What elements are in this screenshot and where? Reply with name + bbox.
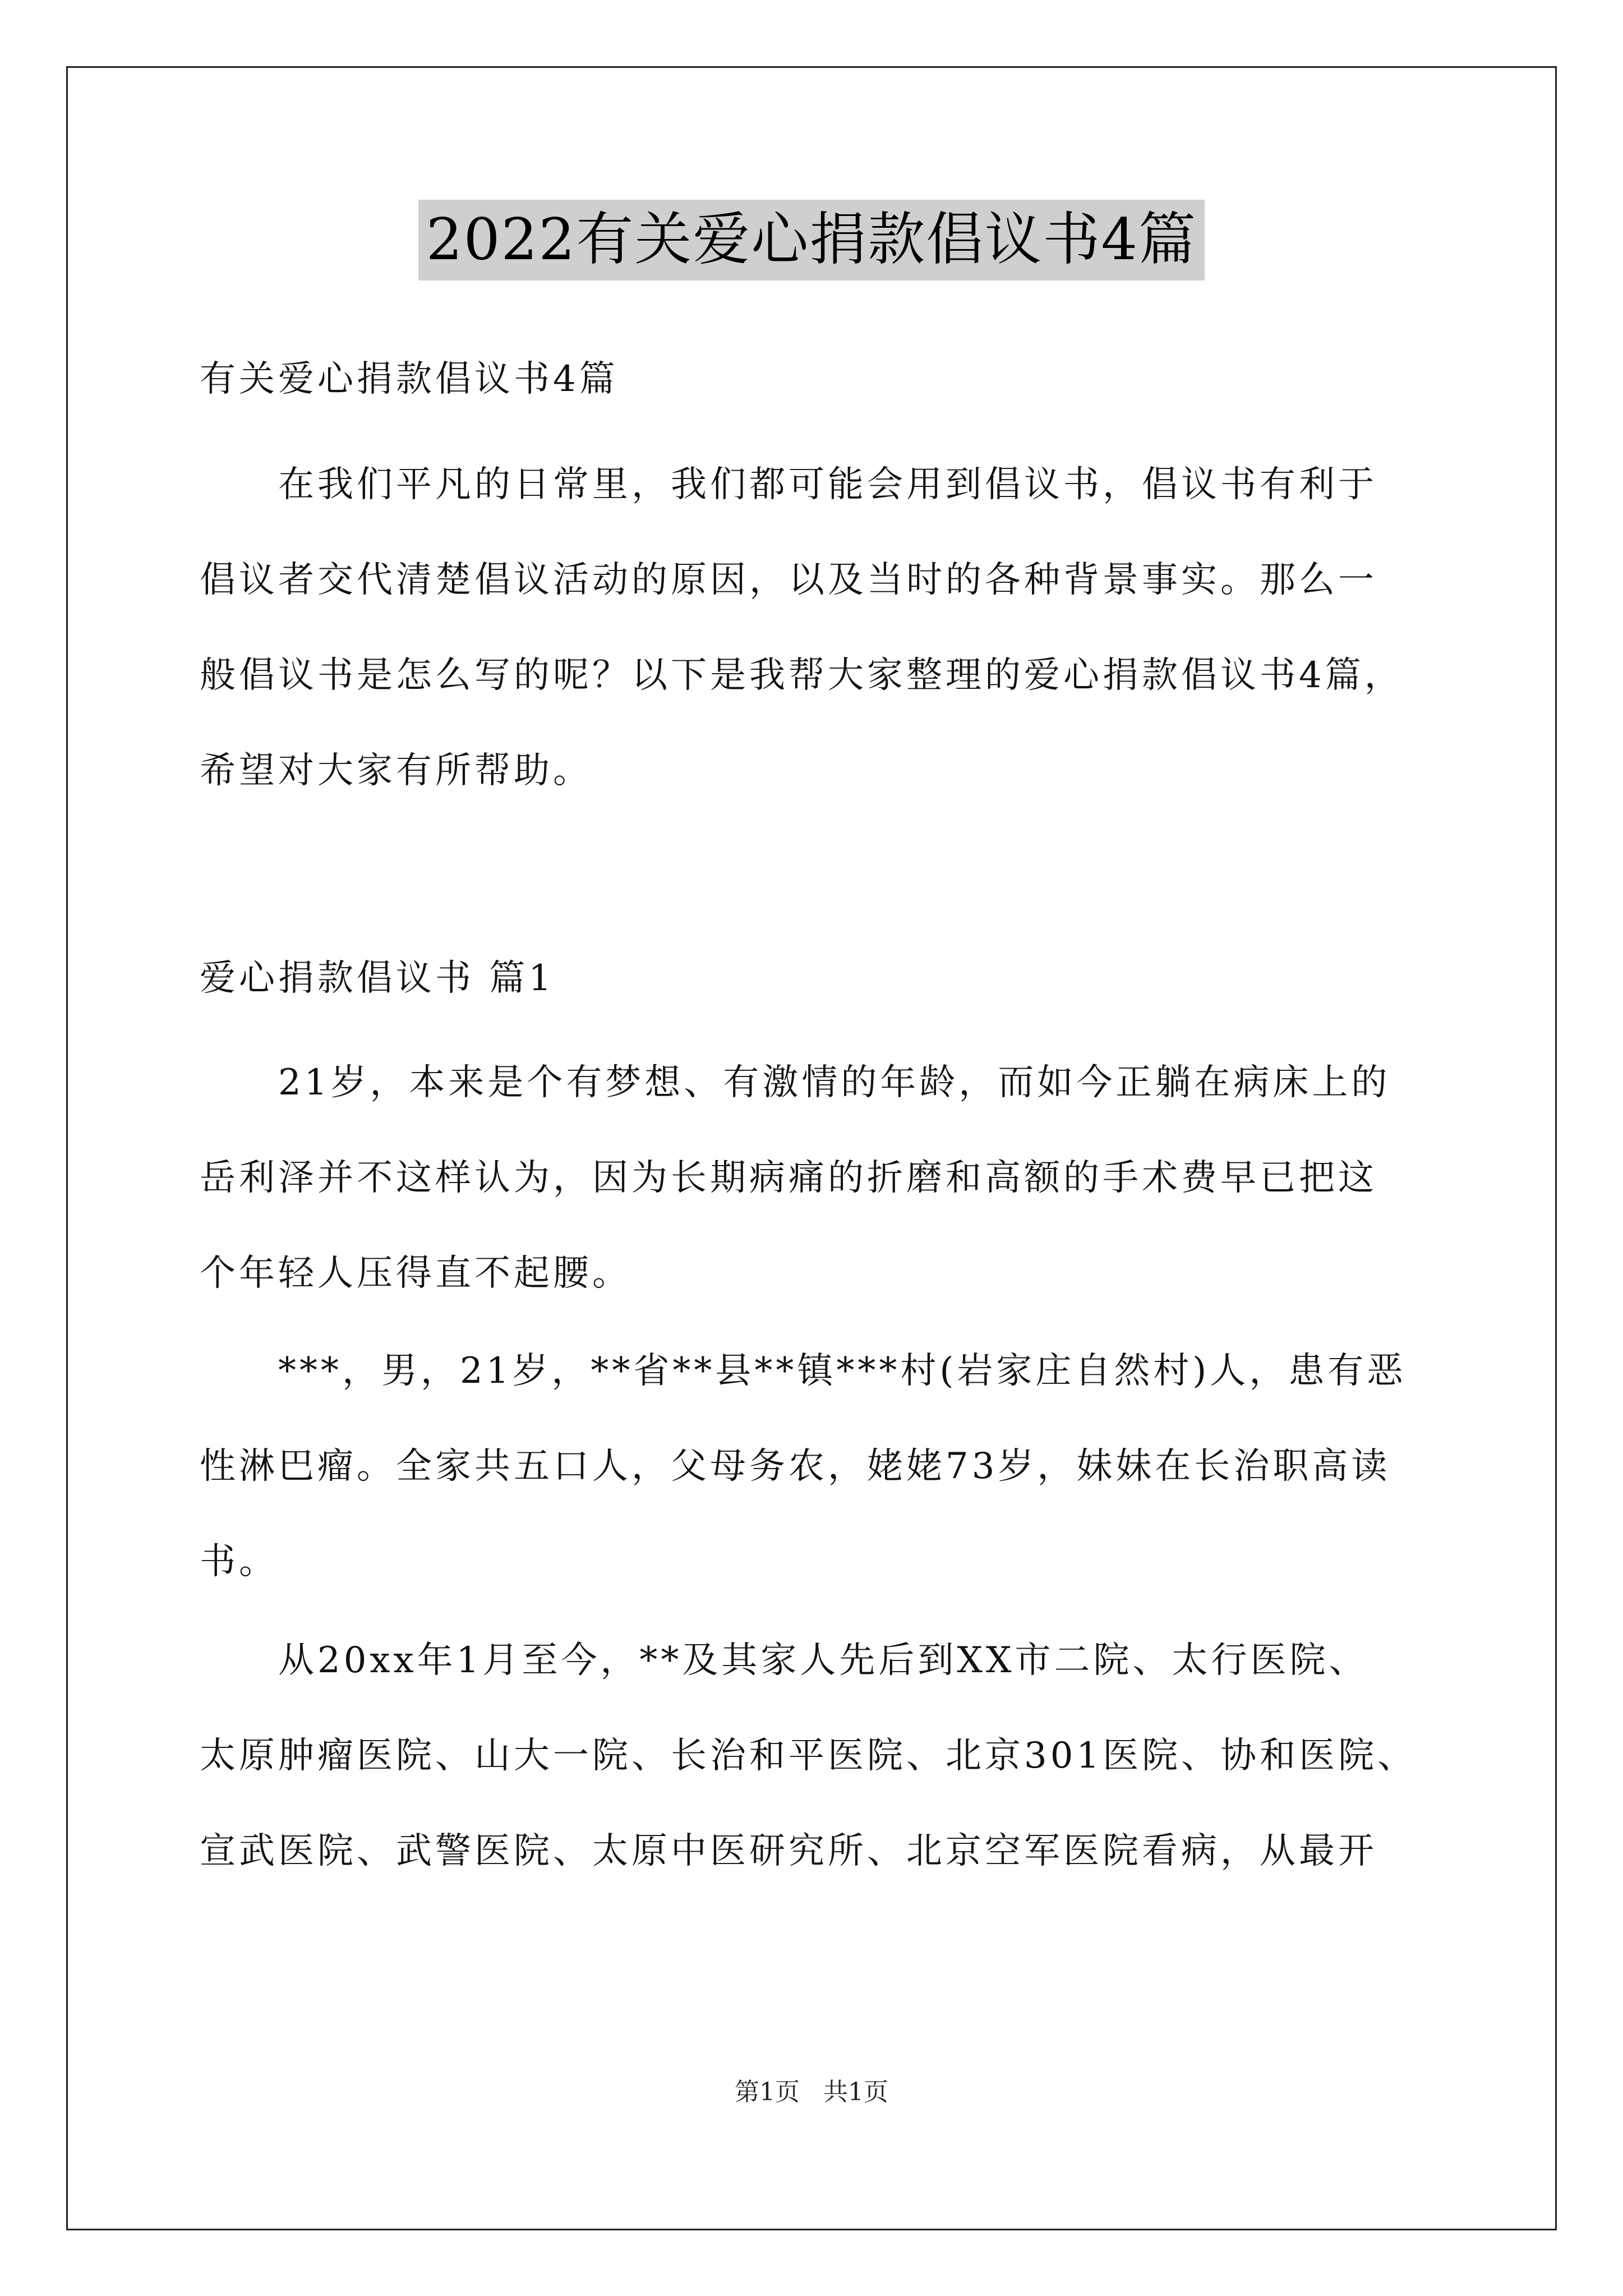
para2-line-2: 性淋巴瘤。全家共五口人，父母务农，姥姥73岁，妹妹在长治职高读 bbox=[200, 1446, 1391, 1487]
para1-line-3: 个年轻人压得直不起腰。 bbox=[200, 1253, 631, 1294]
section-heading-1: 爱心捐款倡议书 篇1 bbox=[200, 958, 555, 999]
document-subtitle: 有关爱心捐款倡议书4篇 bbox=[200, 358, 619, 400]
intro-line-1: 在我们平凡的日常里，我们都可能会用到倡议书，倡议书有利于 bbox=[278, 464, 1377, 505]
para2-line-1: ***，男，21岁，**省**县**镇***村(岩家庄自然村)人，患有恶 bbox=[278, 1350, 1407, 1392]
intro-line-3: 般倡议书是怎么写的呢？以下是我帮大家整理的爱心捐款倡议书4篇， bbox=[200, 655, 1404, 696]
intro-line-4: 希望对大家有所帮助。 bbox=[200, 750, 592, 792]
page-footer: 第1页 共1页 bbox=[735, 2078, 888, 2106]
document-title: 2022有关爱心捐款倡议书4篇 bbox=[418, 200, 1205, 280]
para3-line-1: 从20xx年1月至今，**及其家人先后到XX市二院、太行医院、 bbox=[278, 1640, 1368, 1681]
intro-line-2: 倡议者交代清楚倡议活动的原因，以及当时的各种背景事实。那么一 bbox=[200, 559, 1377, 601]
title-container bbox=[0, 200, 1623, 280]
para1-line-1: 21岁，本来是个有梦想、有激情的年龄，而如今正躺在病床上的 bbox=[278, 1062, 1391, 1103]
para1-line-2: 岳利泽并不这样认为，因为长期病痛的折磨和高额的手术费早已把这 bbox=[200, 1157, 1377, 1199]
para3-line-3: 宣武医院、武警医院、太原中医研究所、北京空军医院看病，从最开 bbox=[200, 1830, 1377, 1872]
para3-line-2: 太原肿瘤医院、山大一院、长治和平医院、北京301医院、协和医院、 bbox=[200, 1735, 1417, 1777]
para2-line-3: 书。 bbox=[200, 1541, 278, 1582]
